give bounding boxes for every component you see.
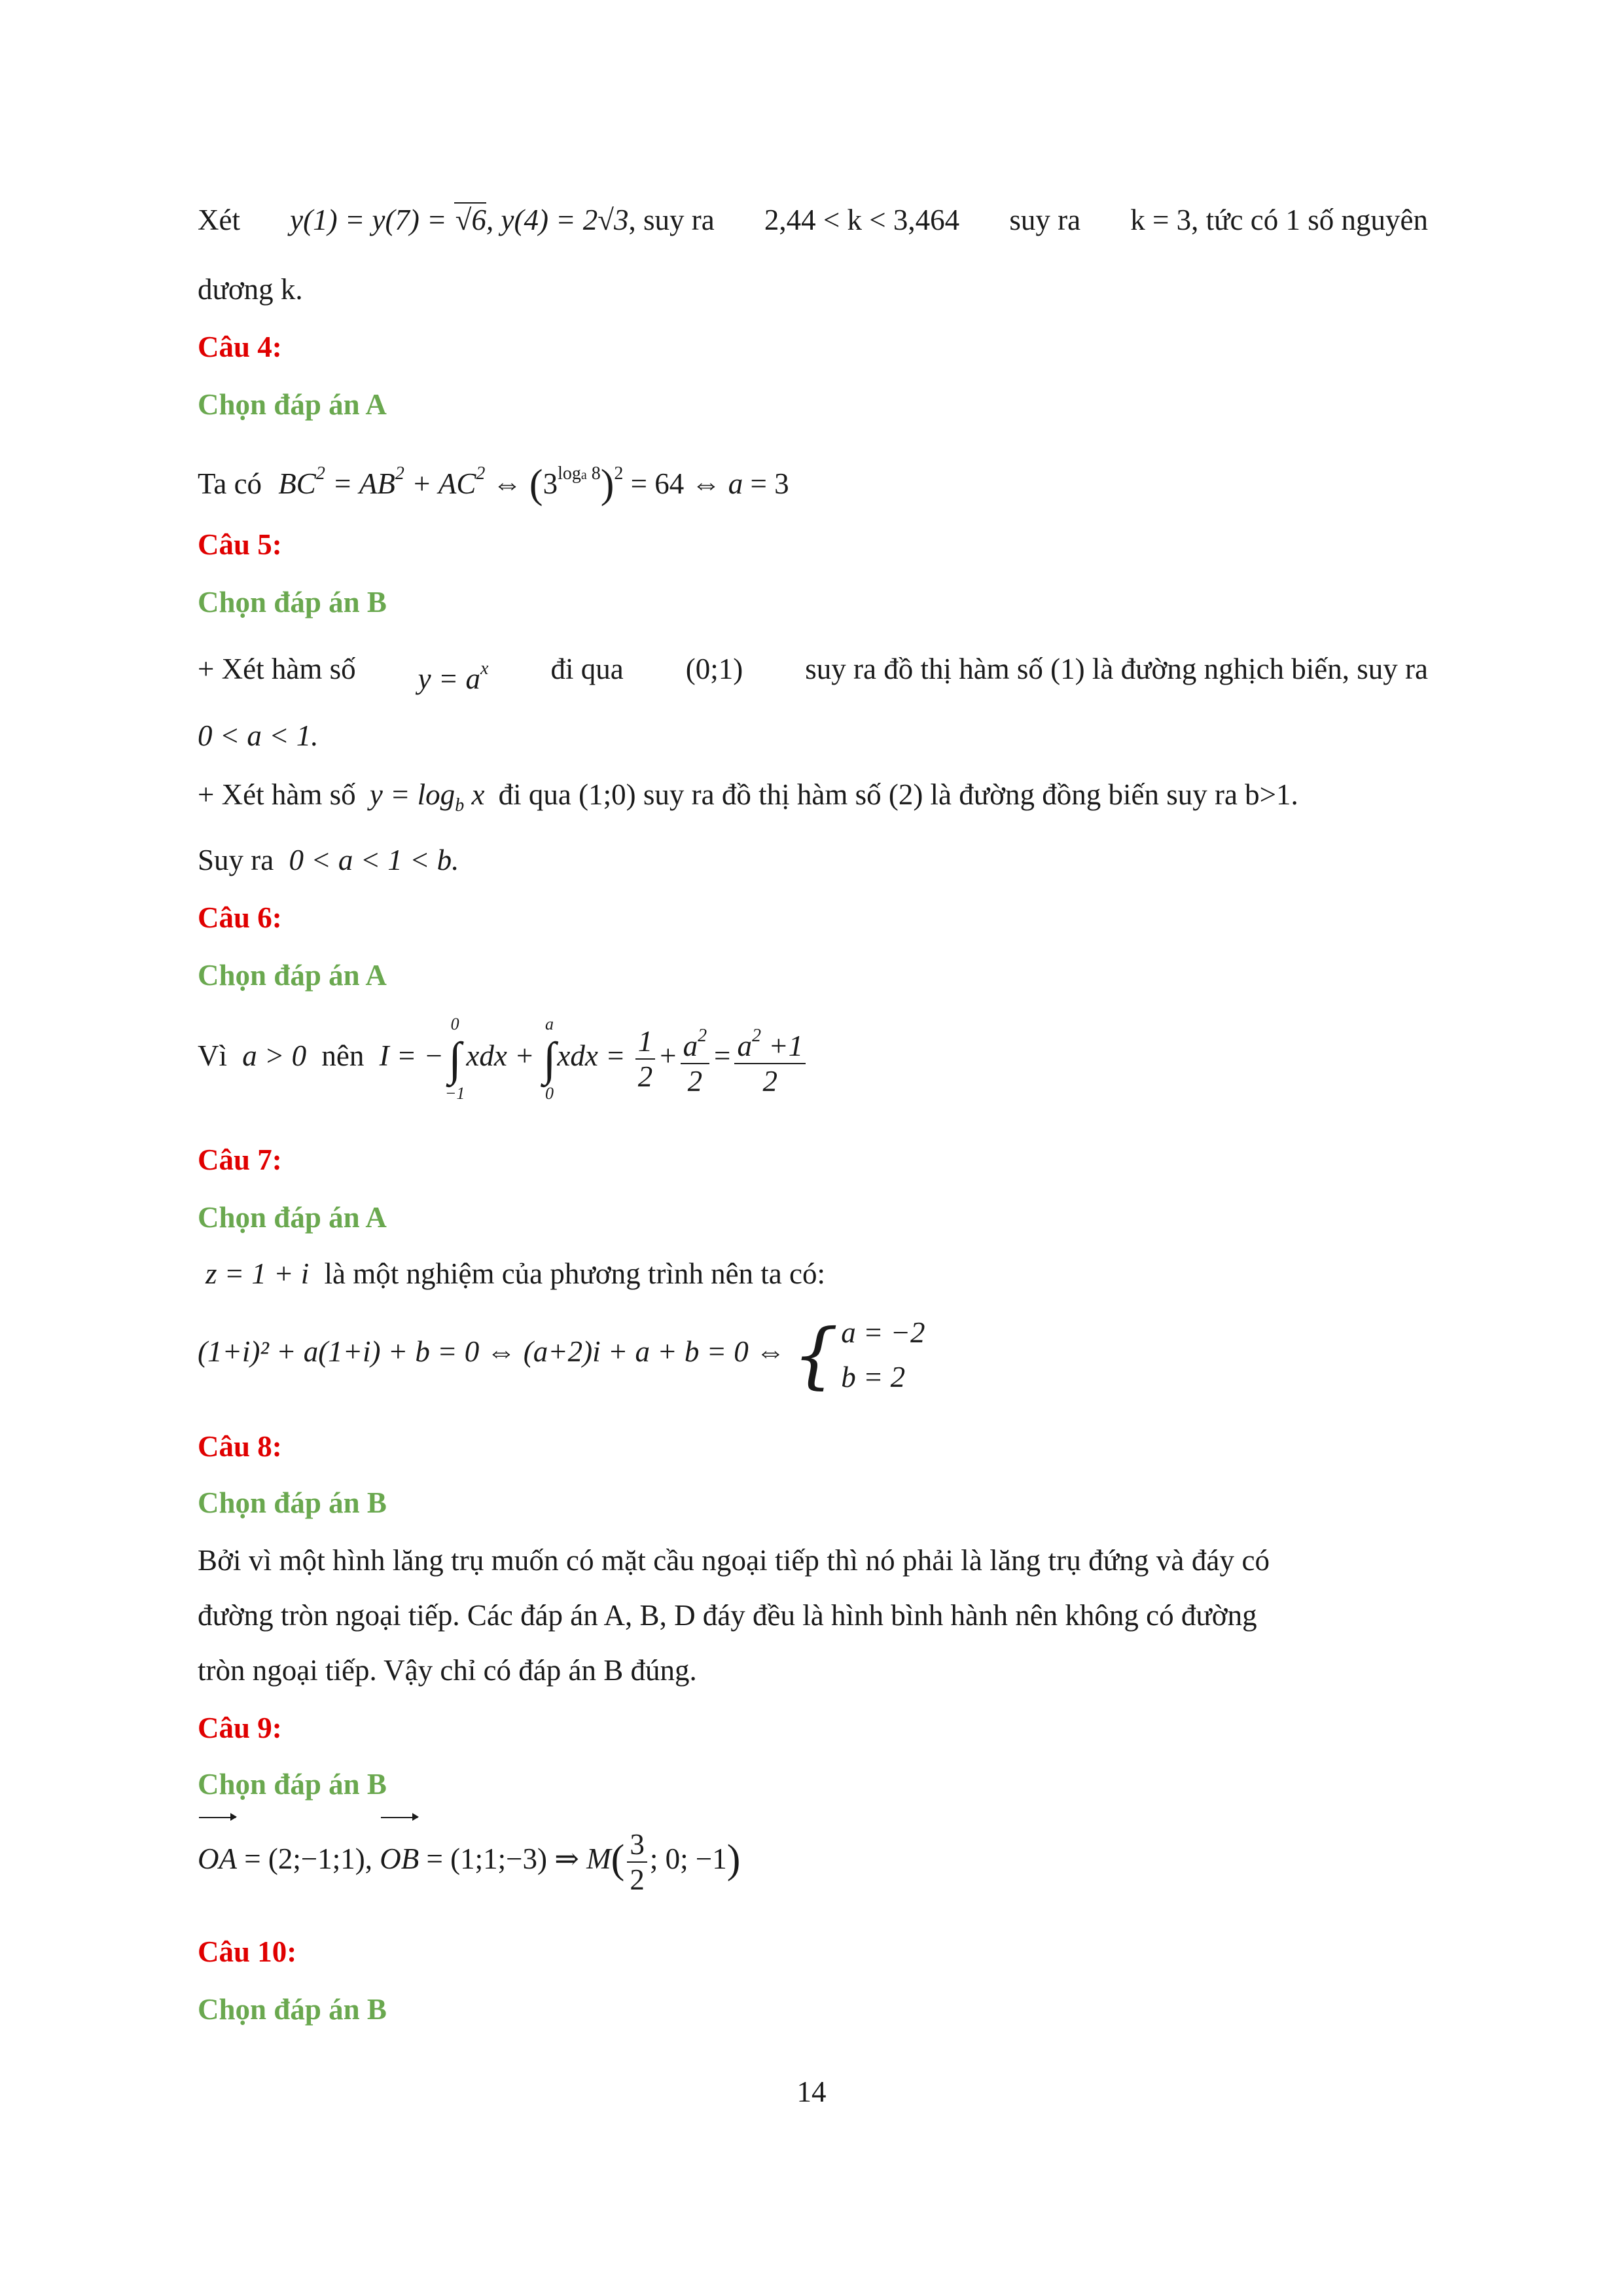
suy-ra-prefix: Suy ra bbox=[198, 844, 274, 876]
nen-text: nên bbox=[321, 1039, 365, 1072]
xet-prefix: Xét bbox=[198, 204, 240, 236]
question-4-answer: Chọn đáp án A bbox=[198, 388, 387, 421]
fraction-half: $\frac{1}{2}$ bbox=[635, 1024, 656, 1094]
ta-co-prefix: Ta có bbox=[198, 467, 262, 500]
integral-2: a ∫ 0 bbox=[543, 1014, 556, 1103]
system-row-1: a = −2 bbox=[841, 1316, 925, 1349]
formula-complex-eq: (1+i)² + a(1+i) + b = 0 ⇔ (a+2)i + a + b = 0 ⇔ bbox=[198, 1335, 785, 1368]
text-line-2: dương k. bbox=[198, 273, 303, 306]
question-7-line-1 bbox=[198, 1254, 1428, 1293]
di-qua-1: đi qua bbox=[550, 653, 624, 685]
question-4-label: Câu 4: bbox=[198, 331, 282, 363]
question-5-line-3 bbox=[198, 775, 1428, 825]
fraction-a2-half: $\frac{a^2}{2}$ bbox=[681, 1019, 710, 1098]
equation-system bbox=[793, 1310, 925, 1399]
question-9-solution bbox=[198, 1813, 1428, 1905]
question-8-line-1: Bởi vì một hình lăng trụ muốn có mặt cầu ngoại tiếp thì nó phải là lăng trụ đứng và đáy có bbox=[198, 1544, 1270, 1577]
vi-prefix: Vì bbox=[198, 1039, 227, 1072]
q5-line3-rest: đi qua (1;0) suy ra đồ thị hàm số (2) là đường đồng biến suy ra b>1. bbox=[498, 778, 1298, 811]
xet-ham-so-2: + Xét hàm số bbox=[198, 778, 356, 811]
q5-line1-rest: suy ra đồ thị hàm số (1) là đường nghịch biến, suy ra bbox=[805, 653, 1428, 685]
formula-z: z = 1 + i bbox=[205, 1257, 310, 1290]
formula-k-range: 2,44 < k < 3,464 bbox=[764, 204, 960, 236]
question-9-answer: Chọn đáp án B bbox=[198, 1768, 387, 1801]
brace-icon: { bbox=[793, 1312, 839, 1397]
fraction-three-halves: $\frac{3}{2}$ bbox=[627, 1827, 647, 1897]
text-integer-count: , tức có 1 số nguyên bbox=[1191, 204, 1428, 236]
q7-line1-text: là một nghiệm của phương trình nên ta có: bbox=[324, 1257, 826, 1290]
text-suy-ra-2: suy ra bbox=[1009, 204, 1081, 236]
question-8-answer: Chọn đáp án B bbox=[198, 1486, 387, 1519]
question-5-line-4 bbox=[198, 840, 1428, 880]
formula-vectors: OA = (2;−1;1), OB = (1;1;−3) ⇒ M( $\frac{3}{2}$ ; 0; −1) bbox=[198, 1842, 740, 1875]
question-5-line-1 bbox=[198, 649, 1428, 698]
formula-order: 0 < a < 1 < b. bbox=[289, 844, 459, 876]
question-10-answer: Chọn đáp án B bbox=[198, 1993, 387, 2026]
page-number: 14 bbox=[796, 2075, 827, 2108]
question-5-label: Câu 5: bbox=[198, 528, 282, 561]
question-7-answer: Chọn đáp án A bbox=[198, 1201, 387, 1234]
formula-log: $y = \log_b x$ bbox=[369, 778, 485, 816]
question-6-solution bbox=[198, 1007, 1428, 1105]
formula-bc-squared: $BC^2 = AB^2 + AC^2$ bbox=[278, 463, 486, 500]
question-7-line-2 bbox=[198, 1302, 1428, 1401]
question-4-solution bbox=[198, 454, 1428, 507]
k-value: k = 3 bbox=[1130, 204, 1192, 236]
formula-integral: I = − 0 ∫ −1 xdx + a ∫ 0 xdx = $\frac{1}{2}$ + $\frac{a^2}{2}$ = $\frac{a^2 +1}{2}$ bbox=[380, 1039, 809, 1072]
formula-exp: $y = a^x$ bbox=[418, 658, 489, 695]
point-0-1: (0;1) bbox=[685, 653, 743, 685]
text-line-1 bbox=[198, 200, 1428, 240]
question-9-label: Câu 9: bbox=[198, 1712, 282, 1744]
fraction-result: $\frac{a^2 +1}{2}$ bbox=[734, 1019, 806, 1098]
vector-oa: OA bbox=[198, 1813, 237, 1905]
question-5-line-2: 0 < a < 1. bbox=[198, 719, 319, 752]
question-8-line-2: đường tròn ngoại tiếp. Các đáp án A, B, D đáy đều là hình bình hành nên không có đường bbox=[198, 1599, 1257, 1632]
condition-a-positive: a > 0 bbox=[242, 1039, 307, 1072]
system-row-2: b = 2 bbox=[841, 1360, 906, 1393]
question-6-answer: Chọn đáp án A bbox=[198, 959, 387, 992]
question-8-line-3: tròn ngoại tiếp. Vậy chỉ có đáp án B đúng. bbox=[198, 1654, 697, 1687]
xet-ham-so-1: + Xét hàm số bbox=[198, 653, 356, 685]
formula-power: $(3^{loga 8})^2 = 64$ ⇔ a = 3 bbox=[529, 462, 789, 507]
formula-y-values: y(1) = y(7) = √6, y(4) = 2√3, suy ra bbox=[290, 204, 715, 236]
formula-k-value bbox=[1130, 200, 1428, 240]
question-5-answer: Chọn đáp án B bbox=[198, 586, 387, 619]
question-7-label: Câu 7: bbox=[198, 1143, 282, 1176]
vector-ob: OB bbox=[380, 1813, 419, 1905]
question-10-label: Câu 10: bbox=[198, 1935, 297, 1968]
question-6-label: Câu 6: bbox=[198, 901, 282, 934]
equivalence-arrow: ⇔ bbox=[492, 467, 529, 500]
text-suy-ra-1: , suy ra bbox=[628, 204, 715, 236]
question-8-label: Câu 8: bbox=[198, 1430, 282, 1463]
sqrt-6: √6 bbox=[455, 204, 486, 236]
integral-1: 0 ∫ −1 bbox=[444, 1014, 465, 1103]
